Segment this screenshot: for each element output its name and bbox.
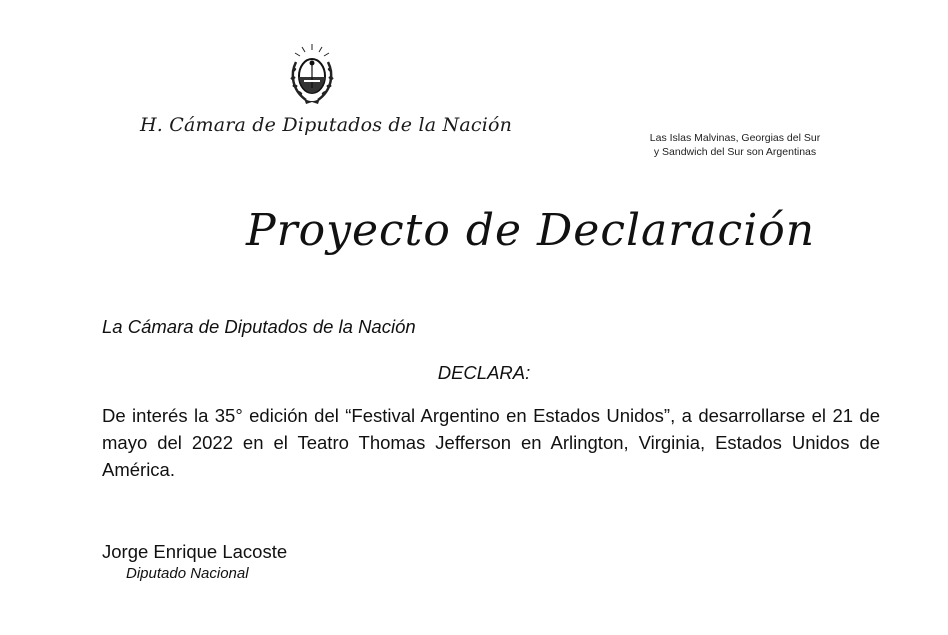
document-title: Proyecto de Declaración — [246, 205, 816, 256]
declara-heading: DECLARA: — [437, 362, 531, 383]
malvinas-legend-line-2: y Sandwich del Sur son Argentinas — [653, 146, 817, 158]
malvinas-legend-line-1: Las Islas Malvinas, Georgias del Sur — [649, 132, 821, 144]
chamber-name: H. Cámara de Diputados de la Nación — [140, 114, 513, 136]
malvinas-legend — [630, 131, 840, 159]
argentina-coat-of-arms-icon — [286, 42, 338, 106]
signer-name: Jorge Enrique Lacoste — [102, 541, 288, 562]
addressee: La Cámara de Diputados de la Nación — [102, 316, 416, 337]
signer-role: Diputado Nacional — [126, 565, 249, 582]
declaration-text: De interés la 35° edición del “Festival Argentino en Estados Unidos”, a desarrollarse el 21 de mayo del 2022 en el Teatro Thomas Jefferson en Arlington, Virginia, Estados Unidos de América. — [102, 405, 880, 480]
